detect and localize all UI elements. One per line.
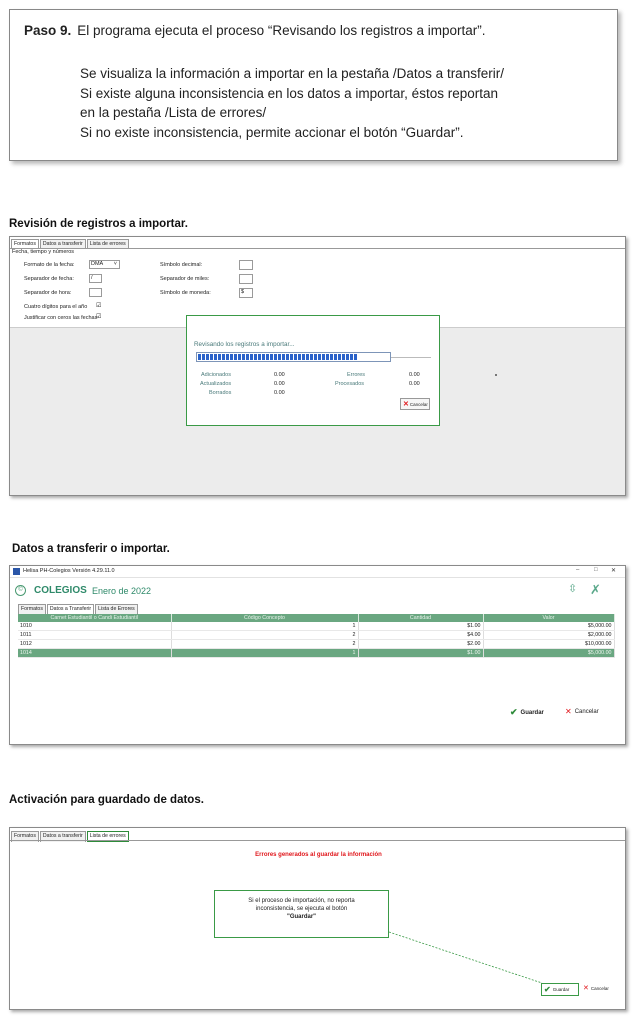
table-row[interactable] (18, 622, 614, 631)
cell-cantidad: 2 (171, 631, 358, 640)
section-title-save: Activación para guardado de datos. (9, 794, 204, 806)
stat-updated-value: 0.00 (274, 381, 285, 387)
table-row-selected[interactable] (18, 649, 614, 658)
progress-segment (322, 354, 325, 360)
cell-cantidad: 1 (171, 622, 358, 631)
column-header-cantidad[interactable]: Cantidad (358, 614, 483, 622)
close-icon: ✕ (565, 707, 572, 716)
progress-segment (234, 354, 237, 360)
tab-formatos[interactable]: Formatos (11, 239, 39, 249)
callout-pointer-line (10, 828, 626, 1010)
table-row[interactable] (18, 631, 614, 640)
cell-valor: $5,000.00 (483, 649, 614, 658)
step-instruction-box (9, 9, 618, 161)
progress-dialog (186, 315, 440, 426)
tab-formatos[interactable]: Formatos (11, 831, 39, 842)
save-label: Guardar (552, 987, 570, 992)
maximize-button[interactable]: □ (594, 567, 598, 573)
stat-updated-label: Actualizados (200, 381, 232, 387)
progress-segment (290, 354, 293, 360)
section-title-review: Revisión de registros a importar. (9, 218, 188, 230)
decimal-symbol-input[interactable] (239, 260, 253, 270)
window-title: Helisa PH-Colegios Versión 4.29.11.0 (23, 568, 115, 574)
four-digit-year-checkbox[interactable]: ☑ (96, 303, 102, 309)
step-line: Si existe alguna inconsistencia en los datos a importar, éstos reportan (80, 85, 498, 101)
progress-segment (250, 354, 253, 360)
cursor-dot (495, 374, 497, 376)
cell-valor-unit: $1.00 (358, 622, 483, 631)
column-header-carnet[interactable]: Carnet Estudiantil o Candi Estudiantil (18, 614, 171, 622)
minimize-button[interactable]: – (576, 567, 580, 573)
progress-segment (258, 354, 261, 360)
check-icon: ✔ (510, 707, 518, 717)
thousands-separator-input[interactable] (239, 274, 253, 284)
chevron-down-icon: ˅ (113, 261, 117, 267)
progress-segment (346, 354, 349, 360)
stat-errors-value: 0.00 (409, 372, 420, 378)
progress-segment (198, 354, 201, 360)
tools-icon[interactable]: ✗ (590, 582, 601, 597)
zero-pad-dates-checkbox[interactable]: ☑ (96, 314, 102, 320)
cell-valor: $5,000.00 (483, 622, 614, 631)
progress-segment (218, 354, 221, 360)
transfer-tabs (18, 604, 139, 614)
cell-carnet: 1011 (18, 631, 171, 640)
progress-segment (334, 354, 337, 360)
table-header-row (18, 614, 614, 622)
date-format-label: Formato de la fecha: (24, 262, 75, 268)
progress-segment (202, 354, 205, 360)
cancel-button[interactable] (583, 985, 609, 992)
close-window-button[interactable]: ✕ (611, 568, 617, 574)
progress-segment (326, 354, 329, 360)
currency-symbol-input[interactable]: $ (239, 288, 253, 298)
progress-segment (338, 354, 341, 360)
progress-segment (302, 354, 305, 360)
close-icon: ✕ (403, 400, 409, 408)
brand-name: COLEGIOS (34, 585, 87, 596)
step-line: en la pestaña /Lista de errores/ (80, 105, 267, 120)
logo-icon: © (15, 585, 26, 596)
progress-segment (286, 354, 289, 360)
tab-lista-errores[interactable]: Lista de errores (87, 239, 129, 249)
progress-segment (270, 354, 273, 360)
date-format-value: DMA (91, 261, 104, 267)
progress-segment (226, 354, 229, 360)
transfer-table (18, 614, 615, 658)
thousands-separator-label: Separador de miles: (160, 276, 210, 282)
progress-cancel-label: Cancelar (409, 401, 428, 407)
progress-segment (350, 354, 353, 360)
callout-text: Si el proceso de importación, no reporta inconsistencia, se ejecuta el botón (248, 898, 355, 912)
date-format-select[interactable] (89, 260, 120, 269)
cell-carnet: 1014 (18, 649, 171, 658)
tab-lista-errores[interactable]: Lista de errores (87, 831, 129, 842)
progress-segment (310, 354, 313, 360)
progress-segment (282, 354, 285, 360)
four-digit-year-label: Cuatro dígitos para el año (24, 304, 88, 310)
progress-segment (246, 354, 249, 360)
error-heading: Errores generados al guardar la información (255, 852, 382, 858)
progress-segment (222, 354, 225, 360)
step-line: Si no existe inconsistencia, permite accionar el botón “Guardar”. (80, 124, 464, 140)
progress-segment (210, 354, 213, 360)
save-button[interactable] (510, 707, 544, 718)
progress-segment (262, 354, 265, 360)
cell-valor: $10,000.00 (483, 640, 614, 649)
step-number: Paso 9. (24, 23, 72, 38)
decimal-symbol-label: Símbolo decimal: (160, 262, 203, 268)
tab-divider (10, 248, 626, 249)
cell-carnet: 1010 (18, 622, 171, 631)
progress-segment (330, 354, 333, 360)
cancel-label: Cancelar (590, 986, 609, 991)
zero-pad-dates-label: Justificar con ceros las fechas (24, 315, 98, 321)
stat-processed-value: 0.00 (409, 381, 420, 387)
stat-errors-label: Errores (347, 372, 366, 378)
progress-segment (342, 354, 345, 360)
progress-segment (306, 354, 309, 360)
tab-datos-transferir[interactable]: Datos a transferir (40, 239, 86, 249)
save-window (9, 827, 626, 1010)
table-row[interactable] (18, 640, 614, 649)
progress-segment (314, 354, 317, 360)
progress-segment (278, 354, 281, 360)
cancel-label: Cancelar (574, 708, 599, 715)
column-header-valor[interactable]: Valor (483, 614, 614, 622)
step-heading (24, 22, 485, 39)
cell-valor-unit: $4.00 (358, 631, 483, 640)
progress-segment (214, 354, 217, 360)
progress-segment (242, 354, 245, 360)
app-icon (13, 568, 20, 575)
progress-title: Revisando los registros a importar... (194, 341, 295, 348)
progress-bar (196, 352, 391, 362)
progress-segment (298, 354, 301, 360)
stat-deleted-value: 0.00 (274, 390, 285, 396)
step-heading-text: El programa ejecuta el proceso “Revisando los registros a importar”. (77, 23, 486, 38)
step-line: Se visualiza la información a importar en la pestaña /Datos a transferir/ (80, 66, 504, 81)
progress-track (391, 357, 431, 358)
date-separator-label: Separador de fecha: (24, 276, 74, 282)
period-label: Enero de 2022 (92, 586, 152, 596)
tab-formatos[interactable]: Formatos (18, 604, 46, 614)
time-separator-label: Separador de hora: (24, 290, 72, 296)
callout-bold-text: "Guardar" (286, 914, 317, 920)
tab-datos-transferir[interactable]: Datos a transferir (40, 831, 86, 842)
progress-segment (294, 354, 297, 360)
progress-segment (266, 354, 269, 360)
progress-segment (274, 354, 277, 360)
cell-carnet: 1012 (18, 640, 171, 649)
column-header-codigo[interactable]: Código Concepto (171, 614, 358, 622)
stat-added-value: 0.00 (274, 372, 285, 378)
cell-valor-unit: $2.00 (358, 640, 483, 649)
close-icon: ✕ (583, 985, 589, 992)
date-separator-input[interactable]: / (89, 274, 102, 283)
section-title-transfer: Datos a transferir o importar. (12, 543, 170, 555)
progress-segment (238, 354, 241, 360)
save-label: Guardar (520, 709, 544, 716)
group-label: Fecha, tiempo y números (12, 249, 75, 255)
save-button[interactable] (541, 983, 579, 996)
tab-lista-errores[interactable]: Lista de Errores (95, 604, 138, 614)
progress-segment (318, 354, 321, 360)
progress-segment (354, 354, 357, 360)
cell-cantidad: 1 (171, 649, 358, 658)
cell-valor: $2,000.00 (483, 631, 614, 640)
progress-segment (254, 354, 257, 360)
stat-added-label: Adicionados (201, 372, 231, 378)
cell-cantidad: 2 (171, 640, 358, 649)
currency-symbol-label: Símbolo de moneda: (160, 290, 211, 296)
cancel-button[interactable] (565, 707, 599, 716)
check-icon: ✔ (544, 984, 551, 994)
stat-processed-label: Procesados (335, 381, 365, 387)
arrows-icon[interactable]: ⇳ (568, 583, 578, 595)
stat-deleted-label: Borrados (209, 390, 232, 396)
step-description (80, 64, 504, 142)
progress-segment (230, 354, 233, 360)
progress-cancel-button[interactable] (400, 398, 430, 410)
tab-datos-transferir[interactable]: Datos a Transferir (47, 604, 94, 614)
time-separator-input[interactable] (89, 288, 102, 297)
cell-valor-unit: $1.00 (358, 649, 483, 658)
progress-segment (206, 354, 209, 360)
